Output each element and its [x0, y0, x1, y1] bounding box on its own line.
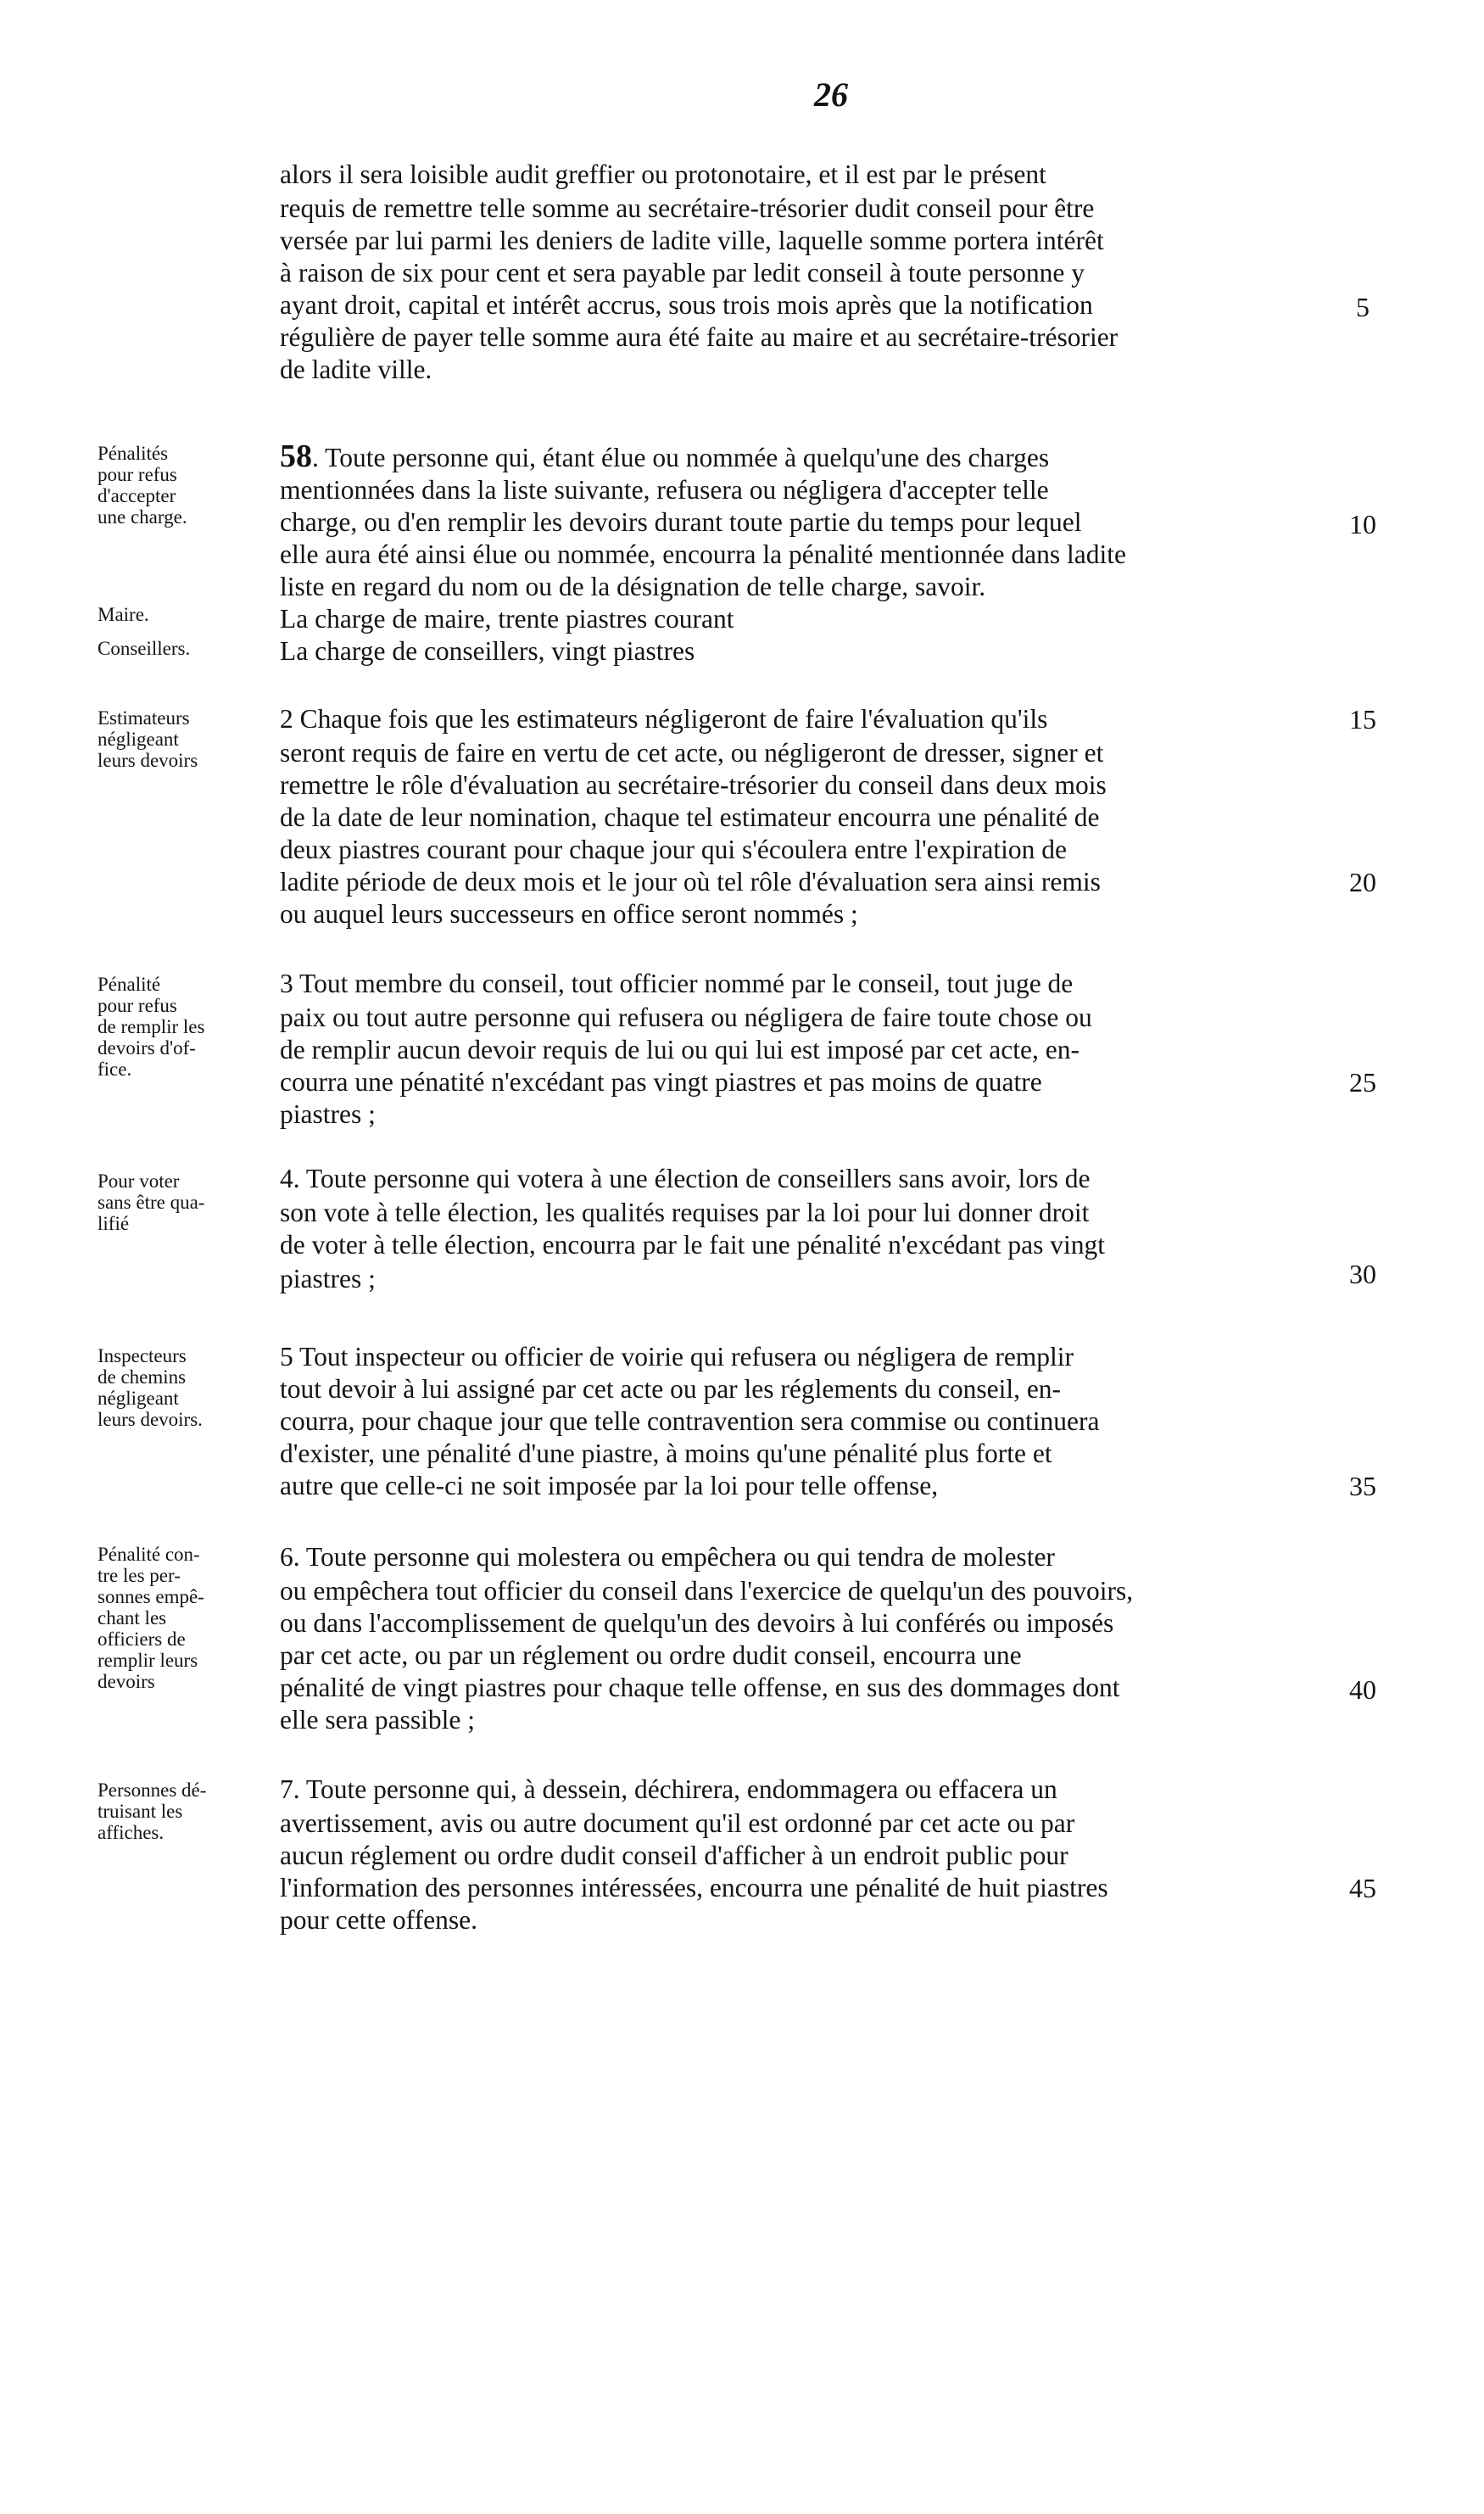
text-line: alors il sera loisible audit greffier ou protonotaire, et il est par le présent: [280, 159, 1046, 189]
text-line: 6. Toute personne qui molestera ou empêchera ou qui tendra de molester: [280, 1542, 1055, 1572]
text-line: de remplir aucun devoir requis de lui ou qui lui est imposé par cet acte, en-: [280, 1035, 1080, 1064]
line-number: 30: [1349, 1259, 1376, 1289]
page-number: 26: [814, 75, 848, 114]
text-line: 2 Chaque fois que les estimateurs négligeront de faire l'évaluation qu'ils: [280, 704, 1048, 734]
text-line: aucun réglement ou ordre dudit conseil d'afficher à un endroit public pour: [280, 1841, 1068, 1870]
text-line: de voter à telle élection, encourra par le fait une pénalité n'excédant pas vingt: [280, 1230, 1105, 1260]
text-line: piastres ;: [280, 1099, 376, 1129]
margin-note: Conseillers.: [98, 638, 191, 659]
text-line: à raison de six pour cent et sera payable par ledit conseil à toute personne y: [280, 258, 1085, 288]
text-line: La charge de maire, trente piastres courant: [280, 604, 734, 634]
line-number: 25: [1349, 1067, 1376, 1098]
text-line: pénalité de vingt piastres pour chaque telle offense, en sus des dommages dont: [280, 1673, 1120, 1702]
text-line: de ladite ville.: [280, 355, 432, 384]
text-line: paix ou tout autre personne qui refusera ou négligera de faire toute chose ou: [280, 1003, 1092, 1032]
line-number: 15: [1349, 704, 1376, 735]
margin-note: Pénalités pour refus d'accepter une charge.: [98, 443, 187, 528]
text-line: ou empêchera tout officier du conseil dans l'exercice de quelqu'un des pouvoirs,: [280, 1576, 1134, 1606]
text-line: autre que celle-ci ne soit imposée par la loi pour telle offense,: [280, 1471, 939, 1500]
section-58-text: . Toute personne qui, étant élue ou nommée à quelqu'une des charges: [312, 443, 1050, 472]
margin-note: Pénalité con- tre les per- sonnes empê- chant les officiers de remplir leurs devoirs: [98, 1544, 204, 1692]
section-number: 58: [280, 439, 312, 474]
text-line: mentionnées dans la liste suivante, refusera ou négligera d'accepter telle: [280, 475, 1049, 505]
text-line: liste en regard du nom ou de la désignation de telle charge, savoir.: [280, 572, 986, 601]
text-line: ayant droit, capital et intérêt accrus, sous trois mois après que la notification: [280, 290, 1093, 320]
text-line: 5 Tout inspecteur ou officier de voirie qui refusera ou négligera de remplir: [280, 1342, 1074, 1372]
text-line: seront requis de faire en vertu de cet acte, ou négligeront de dresser, signer et: [280, 738, 1104, 768]
text-line: remettre le rôle d'évaluation au secrétaire-trésorier du conseil dans deux mois: [280, 770, 1107, 800]
section-58-first-line: [280, 441, 1365, 473]
text-line: piastres ;: [280, 1264, 376, 1293]
line-number: 40: [1349, 1674, 1376, 1705]
text-line: elle aura été ainsi élue ou nommée, encourra la pénalité mentionnée dans ladite: [280, 539, 1126, 569]
text-line: de la date de leur nomination, chaque tel estimateur encourra une pénalité de: [280, 802, 1100, 832]
text-line: pour cette offense.: [280, 1905, 477, 1935]
text-line: par cet acte, ou par un réglement ou ordre dudit conseil, encourra une: [280, 1640, 1022, 1670]
text-line: son vote à telle élection, les qualités requises par la loi pour lui donner droit: [280, 1198, 1090, 1227]
line-number: 35: [1349, 1471, 1376, 1501]
text-line: tout devoir à lui assigné par cet acte ou par les réglements du conseil, en-: [280, 1374, 1062, 1404]
text-line: charge, ou d'en remplir les devoirs durant toute partie du temps pour lequel: [280, 507, 1082, 537]
text-line: d'exister, une pénalité d'une piastre, à moins qu'une pénalité plus forte et: [280, 1439, 1052, 1468]
text-line: elle sera passible ;: [280, 1705, 476, 1735]
margin-note: Maire.: [98, 604, 149, 625]
text-line: 4. Toute personne qui votera à une élection de conseillers sans avoir, lors de: [280, 1164, 1091, 1193]
text-line: deux piastres courant pour chaque jour qui s'écoulera entre l'expiration de: [280, 835, 1068, 864]
line-number: 20: [1349, 867, 1376, 897]
text-line: ladite période de deux mois et le jour où tel rôle d'évaluation sera ainsi remis: [280, 867, 1101, 897]
text-line: 7. Toute personne qui, à dessein, déchirera, endommagera ou effacera un: [280, 1774, 1057, 1804]
text-line: l'information des personnes intéressées, encourra une pénalité de huit piastres: [280, 1873, 1108, 1902]
text-line: ou auquel leurs successeurs en office seront nommés ;: [280, 899, 858, 929]
text-line: requis de remettre telle somme au secrétaire-trésorier dudit conseil pour être: [280, 193, 1095, 223]
line-number: 5: [1356, 292, 1370, 322]
line-number: 45: [1349, 1873, 1376, 1903]
text-line: courra, pour chaque jour que telle contravention sera commise ou continuera: [280, 1406, 1100, 1436]
text-line: avertissement, avis ou autre document qu'il est ordonné par cet acte ou par: [280, 1808, 1075, 1838]
text-line: régulière de payer telle somme aura été faite au maire et au secrétaire-trésorier: [280, 322, 1119, 352]
text-line: courra une pénatité n'excédant pas vingt piastres et pas moins de quatre: [280, 1067, 1042, 1097]
text-line: La charge de conseillers, vingt piastres: [280, 636, 695, 666]
margin-note: Pénalité pour refus de remplir les devoirs d'of- fice.: [98, 974, 205, 1080]
text-line: ou dans l'accomplissement de quelqu'un des devoirs à lui conférés ou imposés: [280, 1608, 1114, 1638]
margin-note: Estimateurs négligeant leurs devoirs: [98, 707, 198, 771]
margin-note: Pour voter sans être qua- lifié: [98, 1170, 205, 1234]
margin-note: Inspecteurs de chemins négligeant leurs devoirs.: [98, 1345, 203, 1430]
text-line: 3 Tout membre du conseil, tout officier nommé par le conseil, tout juge de: [280, 969, 1074, 998]
text-line: versée par lui parmi les deniers de ladite ville, laquelle somme portera intérêt: [280, 226, 1104, 255]
line-number: 10: [1349, 509, 1376, 539]
margin-note: Personnes dé- truisant les affiches.: [98, 1779, 207, 1843]
